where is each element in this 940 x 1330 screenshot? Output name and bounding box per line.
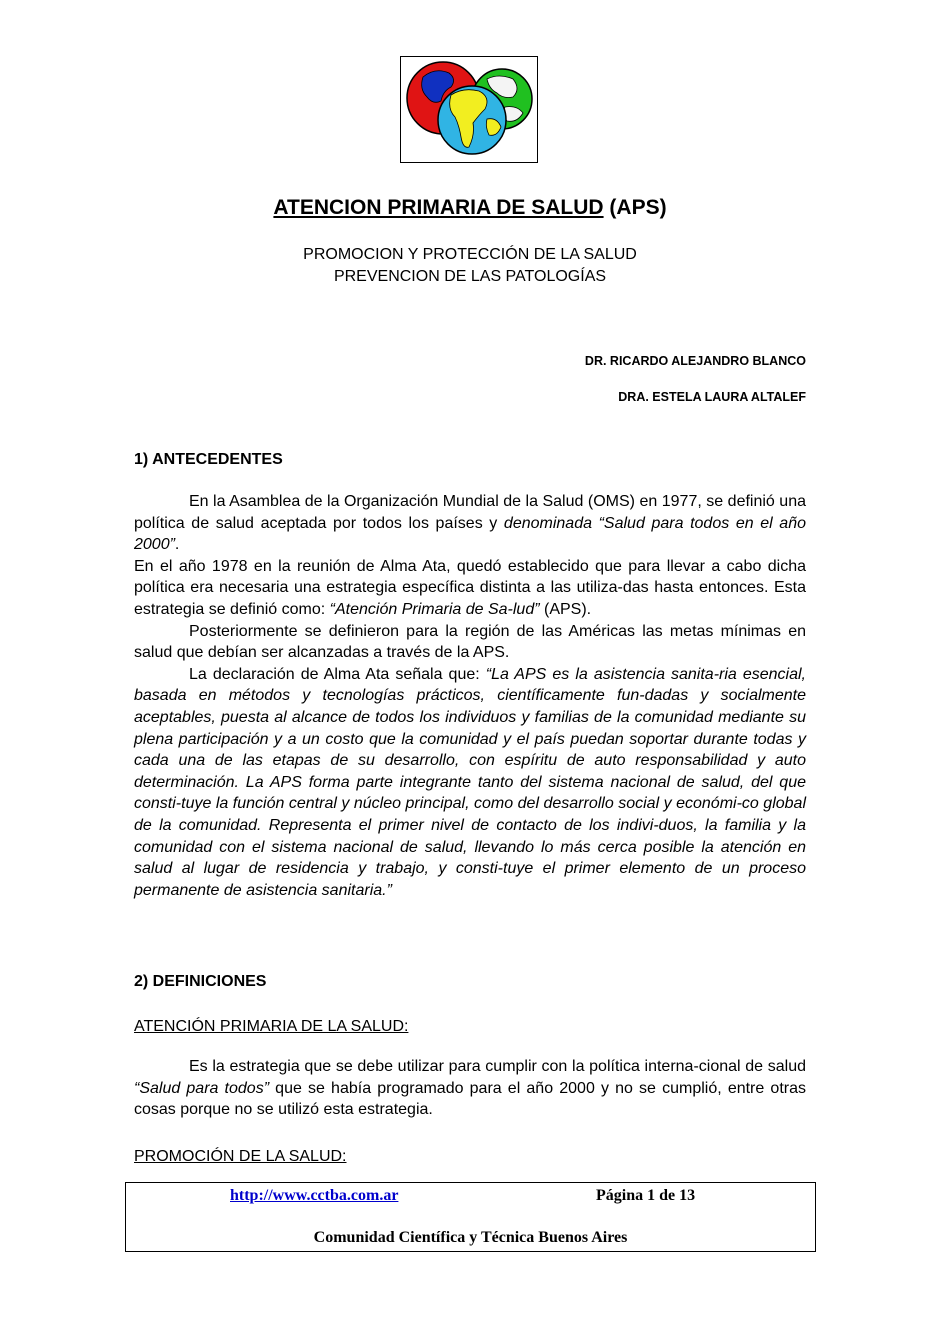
- title-main: ATENCION PRIMARIA DE SALUD: [273, 196, 604, 219]
- paragraph: [134, 556, 806, 621]
- italic-text-run: “Atención Primaria de Sa-lud”: [329, 600, 540, 618]
- text-run: La declaración de Alma Ata señala que:: [189, 665, 486, 683]
- subtitle-prevencion: PREVENCION DE LAS PATOLOGÍAS: [333, 268, 607, 285]
- paragraph: [134, 664, 806, 902]
- organization-name: Comunidad Científica y Técnica Buenos Aires: [313, 1229, 628, 1246]
- italic-text-run: denominada “Salud para todos en el año 2000”: [134, 514, 806, 554]
- subheading-promocion: PROMOCIÓN DE LA SALUD:: [134, 1148, 347, 1165]
- section-body-antecedentes: [134, 491, 806, 901]
- website-link[interactable]: http://www.cctba.com.ar: [230, 1187, 399, 1204]
- text-run: que se había programado para el año 2000 y no se cumplió, entre otras cosas porque no se utilizó esta estrategia.: [134, 1079, 806, 1119]
- section-heading-definiciones: 2) DEFINICIONES: [134, 973, 267, 990]
- section-heading-antecedentes: 1) ANTECEDENTES: [134, 451, 283, 468]
- text-run: .: [174, 536, 180, 554]
- author-2: DRA. ESTELA LAURA ALTALEF: [618, 390, 806, 404]
- title-suffix: (APS): [603, 196, 667, 219]
- section-body-definiciones: [134, 1056, 806, 1121]
- page-number: Página 1 de 13: [596, 1187, 696, 1204]
- text-run: En la Asamblea de la Organización Mundial de la Salud (OMS) en 1977, se definió una política de salud aceptada por todos los países y: [134, 493, 806, 532]
- italic-text-run: “Salud para todos”: [134, 1079, 270, 1097]
- text-run: En el año 1978 en la reunión de Alma Ata, quedó establecido que para llevar a cabo dicha política era necesaria una estrategia específica distinta a las utiliza-das hasta entonces. Esta estrategia se definió como:: [134, 557, 806, 618]
- subheading-atencion-primaria: ATENCIÓN PRIMARIA DE LA SALUD:: [134, 1018, 409, 1035]
- text-run: Es la estrategia que se debe utilizar para cumplir con la política interna-cional de salud: [189, 1058, 806, 1075]
- page-title: [0, 196, 940, 220]
- page-footer: [125, 1182, 816, 1252]
- logo: [400, 56, 538, 163]
- author-1: DR. RICARDO ALEJANDRO BLANCO: [584, 354, 806, 368]
- paragraph: [134, 491, 806, 556]
- paragraph: Posteriormente se definieron para la región de las Américas las metas mínimas en salud que debían ser alcanzadas a través de la APS.: [134, 622, 806, 662]
- paragraph: [134, 1056, 806, 1121]
- text-run: (APS).: [539, 600, 592, 618]
- italic-quote: “La APS es la asistencia sanita-ria esencial, basada en métodos y tecnologías prácticos, científicamente fun-dadas y socialmente aceptables, puesta al alcance de todos los individuos y familias de la comunidad mediante su plena participación y a un costo que la comunidad y el país puedan soportar durante todas y cada una de las etapas de su desarrollo, con espíritu de auto responsabilidad y auto determinación. La APS forma parte integrante tanto del sistema nacional de salud, del que consti-tuye la función central y núcleo principal, como del desarrollo social y económi-co global de la comunidad. Representa el primer nivel de contacto de los indivi-duos, la familia y la comunidad con el sistema nacional de salud, llevando lo más cerca posible la atención en salud al lugar de residencia y trabajo, y consti-tuye el primer elemento de un proceso permanente de asistencia sanitaria.”: [134, 665, 807, 899]
- subtitle-promocion: PROMOCION Y PROTECCIÓN DE LA SALUD: [303, 246, 637, 263]
- globes-logo-icon: [401, 57, 537, 162]
